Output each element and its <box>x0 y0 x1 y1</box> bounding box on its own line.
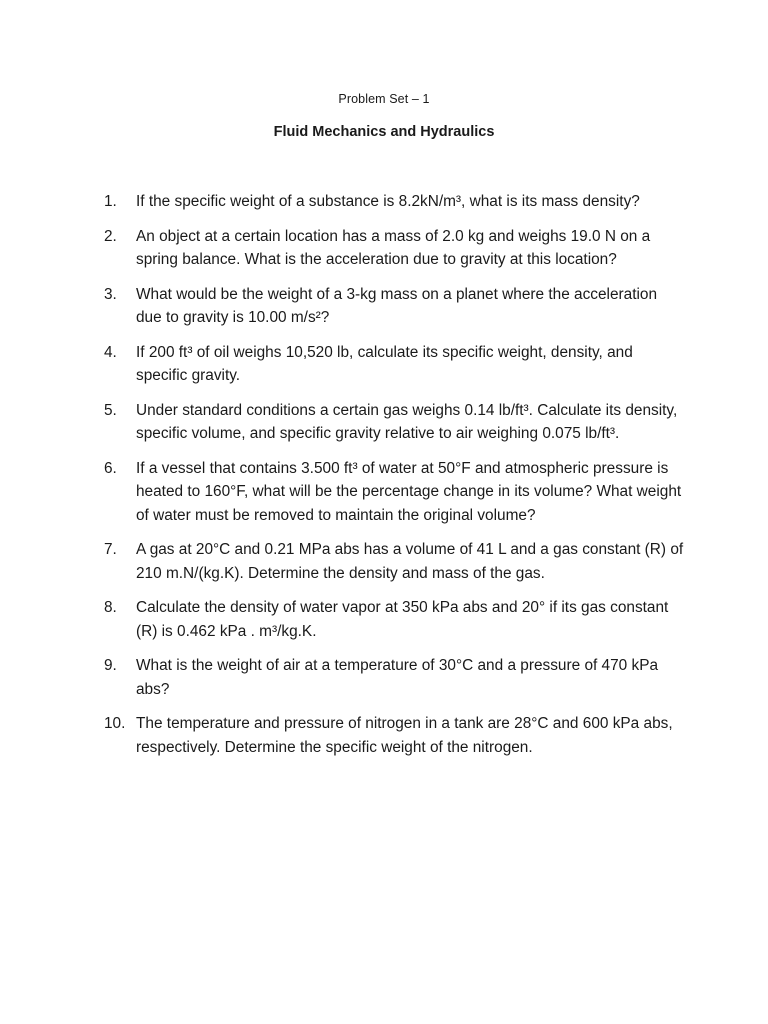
problem-number: 6. <box>104 459 117 477</box>
problem-text: What would be the weight of a 3-kg mass on a planet where the acceleration due to gravity is 10.00 m/s²? <box>136 285 658 326</box>
problem-list <box>104 190 684 770</box>
problem-item <box>104 190 684 214</box>
problem-text: The temperature and pressure of nitrogen in a tank are 28°C and 600 kPa abs, respectively. Determine the specific weight of the nitrogen. <box>136 715 673 756</box>
problem-text: An object at a certain location has a mass of 2.0 kg and weighs 19.0 N on a spring balance. What is the acceleration due to gravity at this location? <box>136 227 651 268</box>
problem-text: If the specific weight of a substance is 8.2kN/m³, what is its mass density? <box>136 193 640 210</box>
problem-item <box>104 283 684 330</box>
problem-number: 9. <box>104 657 117 674</box>
problem-text: Calculate the density of water vapor at 350 kPa abs and 20° if its gas constant (R) is 0.462 kPa . m³/kg.K. <box>136 599 669 640</box>
problem-text: Under standard conditions a certain gas weighs 0.14 lb/ft³. Calculate its density, specific volume, and specific gravity relative to air weighing 0.075 lb/ft³. <box>136 401 678 442</box>
problem-number: 10. <box>104 715 126 732</box>
document-title: Fluid Mechanics and Hydraulics <box>273 124 495 140</box>
problem-number: 2. <box>104 227 117 245</box>
problem-item <box>104 341 684 388</box>
problem-text: What is the weight of air at a temperature of 30°C and a pressure of 470 kPa abs? <box>136 657 659 698</box>
problem-item <box>104 712 684 759</box>
problem-item <box>104 399 684 446</box>
problem-item <box>104 457 684 528</box>
problem-item <box>104 654 684 701</box>
problem-number: 3. <box>104 285 117 303</box>
problem-number: 7. <box>104 541 117 558</box>
problem-text: If a vessel that contains 3.500 ft³ of water at 50°F and atmospheric pressure is heated to 160°F, what will be the percentage change in its volume? What weight of water must be removed to maintain the original volume? <box>136 459 682 524</box>
problem-set-label: Problem Set – 1 <box>338 92 430 106</box>
problem-item <box>104 538 684 585</box>
problem-item <box>104 596 684 643</box>
problem-item <box>104 225 684 272</box>
problem-text: If 200 ft³ of oil weighs 10,520 lb, calculate its specific weight, density, and specific gravity. <box>136 343 633 384</box>
problem-number: 8. <box>104 599 117 616</box>
problem-text: A gas at 20°C and 0.21 MPa abs has a volume of 41 L and a gas constant (R) of 210 m.N/(kg.K). Determine the density and mass of the gas. <box>136 541 684 582</box>
problem-number: 5. <box>104 401 117 419</box>
problem-number: 1. <box>104 193 117 210</box>
problem-number: 4. <box>104 343 117 361</box>
